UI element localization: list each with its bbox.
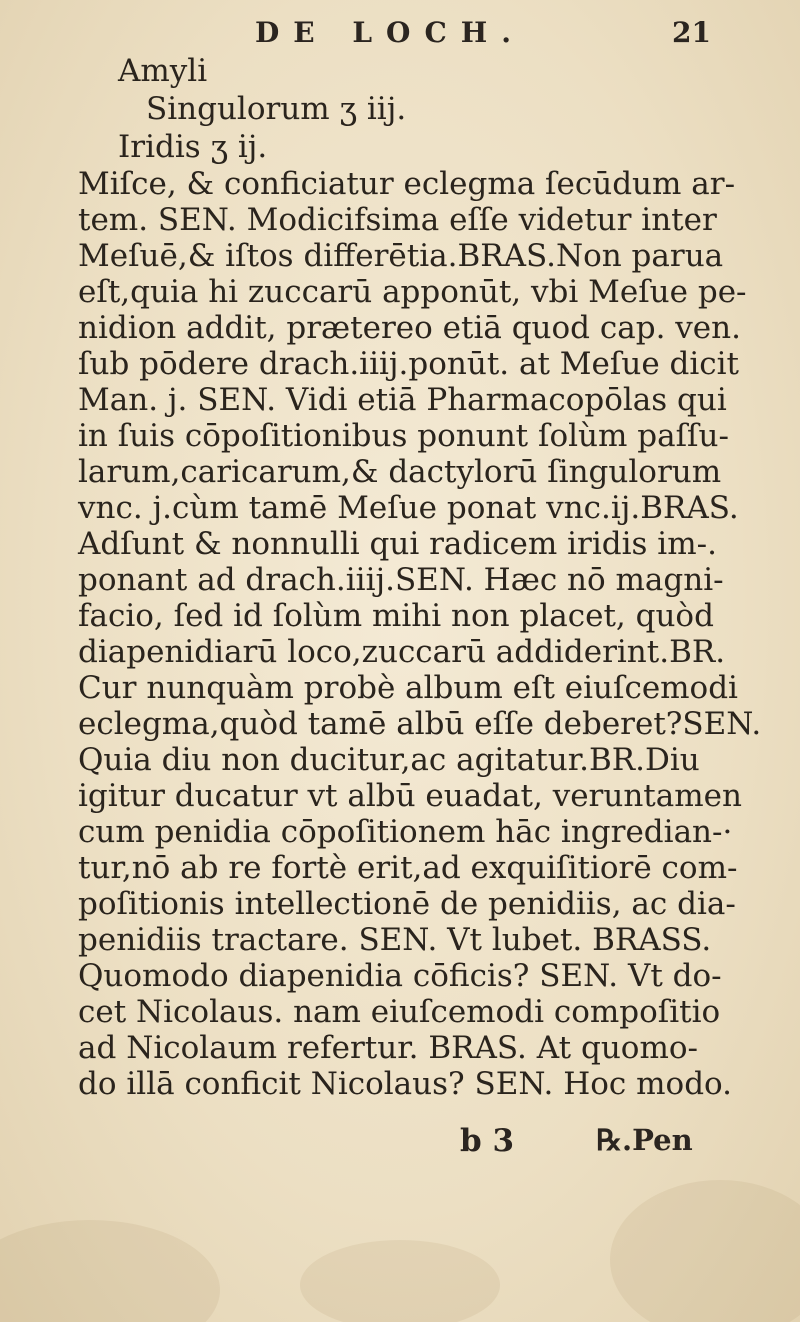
text-line: tur,nō ab re fortè erit,ad exquiſitiorē com-: [78, 850, 738, 886]
text-line: do illā conficit Nicolaus? SEN. Hoc modo.: [78, 1066, 733, 1102]
paper-stain: [0, 1220, 220, 1322]
text-line: facio, ſed id ſolùm mihi non placet, quòd: [78, 598, 714, 634]
text-line: Quomodo diapenidia cōficis? SEN. Vt do-: [78, 958, 722, 994]
text-line: Quia diu non ducitur,ac agitatur.BR.Diu: [78, 742, 700, 778]
running-head: DE LOCH.: [255, 16, 525, 49]
text-line: Man. j. SEN. Vidi etiā Pharmacopōlas qui: [78, 382, 727, 418]
text-line: larum,caricarum,& dactylorū ſingulorum: [78, 454, 722, 490]
text-line: igitur ducatur vt albū euadat, veruntamen: [78, 778, 742, 814]
text-line: nidion addit, prætereo etiā quod cap. ven.: [78, 310, 741, 346]
text-line: Miſce, & conficiatur eclegma ſecūdum ar-: [78, 166, 736, 202]
text-line: diapenidiarū loco,zuccarū addiderint.BR.: [78, 634, 726, 670]
page-number: 21: [672, 16, 711, 49]
text-line: Adſunt & nonnulli qui radicem iridis im-.: [78, 526, 717, 562]
text-line: ad Nicolaum refertur. BRAS. At quomo-: [78, 1030, 698, 1066]
body-text: [78, 166, 762, 1102]
signature-mark: b 3: [460, 1123, 515, 1159]
text-line: Meſuē,& iſtos differētia.BRAS.Non parua: [78, 238, 724, 274]
text-line: ſub pōdere drach.iiij.ponūt. at Meſue dicit: [78, 346, 740, 382]
text-line: in ſuis cōpoſitionibus ponunt ſolùm paſſu-: [78, 418, 729, 454]
text-line: eclegma,quòd tamē albū eſſe deberet?SEN.: [78, 706, 762, 742]
text-line: cet Nicolaus. nam eiuſcemodi compoſitio: [78, 994, 721, 1030]
text-line: Cur nunquàm probè album eſt eiuſcemodi: [78, 670, 738, 706]
catchword: ℞.Pen: [596, 1123, 693, 1157]
text-line: poſitionis intellectionē de penidiis, ac dia-: [78, 886, 736, 922]
text-line: tem. SEN. Modicifsima eſſe videtur inter: [78, 202, 717, 238]
recipe-line: Iridis ʒ ij.: [118, 129, 268, 165]
recipe-line: Amyli: [118, 53, 208, 89]
text-line: cum penidia cōpoſitionem hāc ingredian-·: [78, 814, 733, 850]
paper-stain: [610, 1180, 800, 1322]
paper-stain: [300, 1240, 500, 1322]
recipe-list: [118, 52, 406, 166]
text-line: ponant ad drach.iiij.SEN. Hæc nō magni-: [78, 562, 724, 598]
text-line: vnc. j.cùm tamē Meſue ponat vnc.ij.BRAS.: [78, 490, 739, 526]
recipe-line: Singulorum ʒ iij.: [146, 91, 407, 127]
text-line: penidiis tractare. SEN. Vt lubet. BRASS.: [78, 922, 712, 958]
text-line: eſt,quia hi zuccarū apponūt, vbi Meſue pe-: [78, 274, 747, 310]
